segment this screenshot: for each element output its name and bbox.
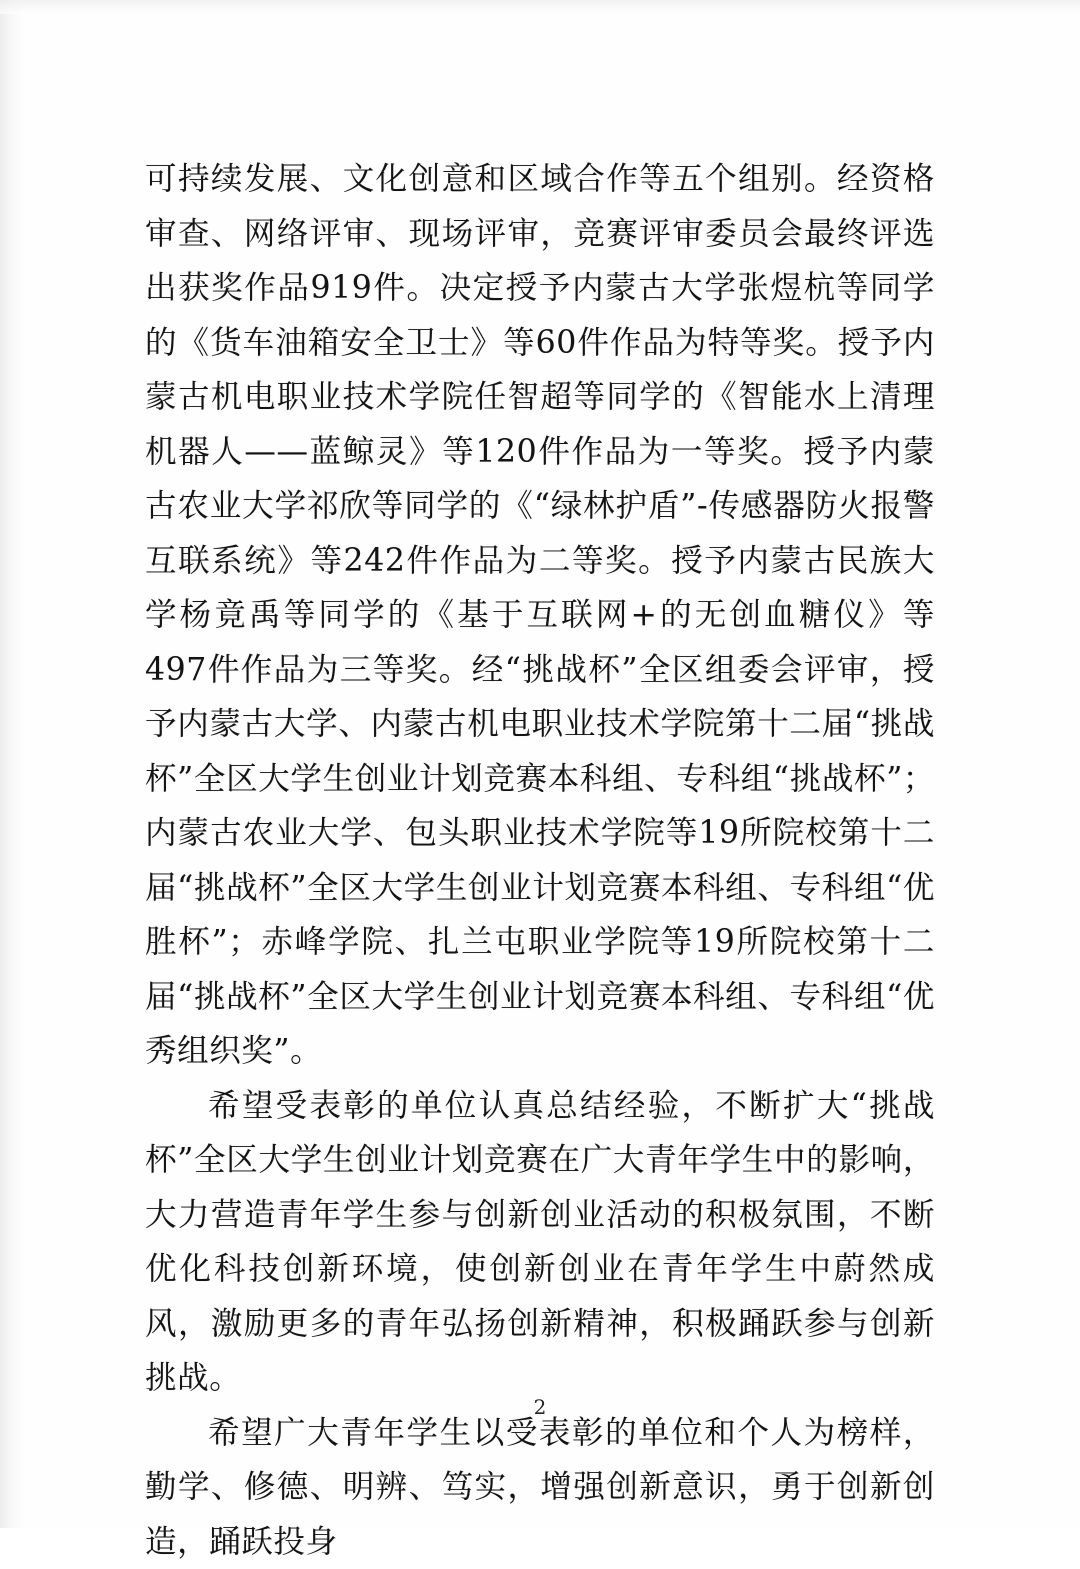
paragraph-2: 希望受表彰的单位认真总结经验，不断扩大“挑战杯”全区大学生创业计划竞赛在广大青年学生中的影响，大力营造青年学生参与创新创业活动的积极氛围，不断优化科技创新环境，使创新创业在青年学生中蔚然成风，激励更多的青年弘扬创新精神，积极踊跃参与创新挑战。 [145,1079,935,1406]
document-text-body [145,152,935,1569]
scan-edge-top [0,0,1080,14]
paragraph-1: 可持续发展、文化创意和区域合作等五个组别。经资格审查、网络评审、现场评审，竞赛评审委员会最终评选出获奖作品919件。决定授予内蒙古大学张煜杭等同学的《货车油箱安全卫士》等60件作品为特等奖。授予内蒙古机电职业技术学院任智超等同学的《智能水上清理机器人——蓝鲸灵》等120件作品为一等奖。授予内蒙古农业大学祁欣等同学的《“绿林护盾”-传感器防火报警互联系统》等242件作品为二等奖。授予内蒙古民族大学杨竟禹等同学的《基于互联网+的无创血糖仪》等497件作品为三等奖。经“挑战杯”全区组委会评审，授予内蒙古大学、内蒙古机电职业技术学院第十二届“挑战杯”全区大学生创业计划竞赛本科组、专科组“挑战杯”；内蒙古农业大学、包头职业技术学院等19所院校第十二届“挑战杯”全区大学生创业计划竞赛本科组、专科组“优胜杯”；赤峰学院、扎兰屯职业学院等19所院校第十二届“挑战杯”全区大学生创业计划竞赛本科组、专科组“优秀组织奖”。 [145,152,935,1079]
paragraph-3: 希望广大青年学生以受表彰的单位和个人为榜样，勤学、修德、明辨、笃实，增强创新意识，勇于创新创造，踊跃投身 [145,1406,935,1569]
scan-edge-left [0,0,26,1528]
page-number: 2 [0,1395,1080,1419]
